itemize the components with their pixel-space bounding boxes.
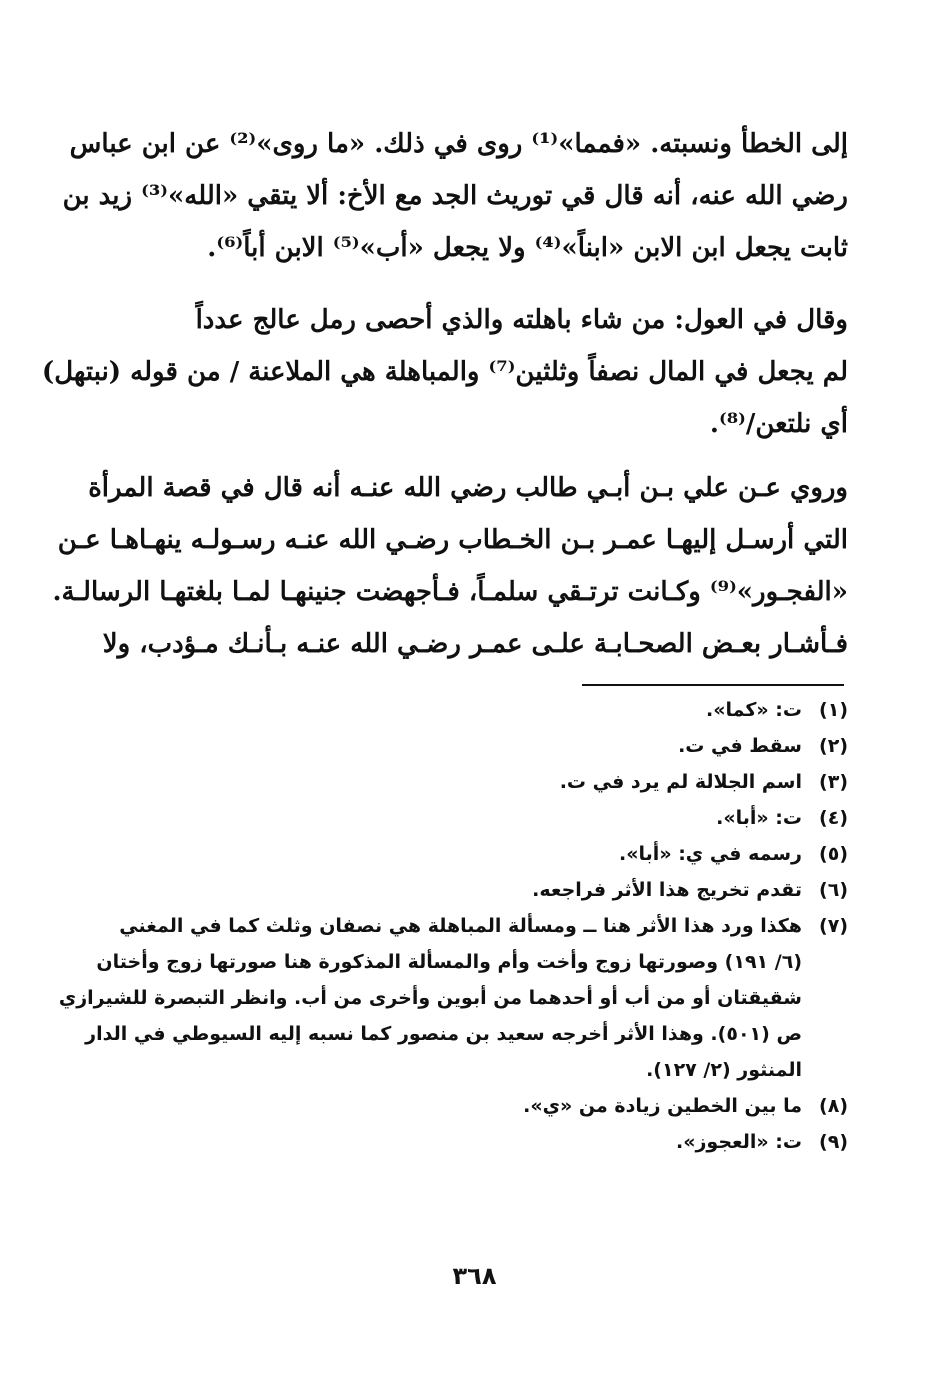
footnote-8 xyxy=(92,1088,848,1124)
footnotes xyxy=(58,692,848,1160)
text-line: وقال في العول: من شاء باهلته والذي أحصى رمل عالج عدداً xyxy=(195,305,848,335)
footnote-number: (٣) xyxy=(819,771,848,793)
footnote-text: رسمه في ي: «أبا». xyxy=(619,843,802,865)
footnote-number: (٢) xyxy=(819,735,848,757)
text-line: فـأشـار بعـض الصحـابـة علـى عمـر رضـي الله عنـه بـأنـك مـؤدب، ولا xyxy=(102,629,848,659)
footnote-7 xyxy=(58,908,848,1088)
text-line: رضي الله عنه، أنه قال قي توريث الجد مع الأخ: ألا يتقي «الله»⁽³⁾ زيد بن xyxy=(62,181,848,211)
text-line: أي نلتعن/⁽⁸⁾. xyxy=(709,409,848,439)
footnote-1 xyxy=(92,692,848,728)
footnote-text: اسم الجلالة لم يرد في ت. xyxy=(559,771,802,793)
text-line: التي أرسـل إليهـا عمـر بـن الخـطاب رضـي الله عنـه رسـولـه ينهـاهـا عـن xyxy=(57,525,848,555)
footnote-text: سقط في ت. xyxy=(678,735,802,757)
footnote-number: (٤) xyxy=(819,807,848,829)
footnote-number: (٦) xyxy=(819,879,848,901)
text-line: إلى الخطأ ونسبته. «فمما»⁽¹⁾ روى في ذلك. «ما روى»⁽²⁾ عن ابن عباس xyxy=(69,129,848,159)
paragraph-1 xyxy=(62,118,848,274)
paragraph-2 xyxy=(41,294,848,450)
footnote-text: ت: «كما». xyxy=(706,699,802,721)
footnote-separator xyxy=(582,684,844,686)
footnote-number: (٧) xyxy=(819,915,848,937)
footnote-text: المنثور (٢/ ١٢٧). xyxy=(646,1059,802,1081)
footnote-number: (٩) xyxy=(819,1131,848,1153)
footnote-text: هكذا ورد هذا الأثر هنا ــ ومسألة المباهلة هي نصفان وثلث كما في المغني xyxy=(119,915,802,937)
text-line: ثابت يجعل ابن الابن «ابناً»⁽⁴⁾ ولا يجعل «أب»⁽⁵⁾ الابن أباً⁽⁶⁾. xyxy=(207,233,848,263)
footnote-4 xyxy=(92,800,848,836)
footnote-3 xyxy=(92,764,848,800)
page-number: ٣٦٨ xyxy=(452,1262,497,1290)
footnote-text: ما بين الخطين زيادة من «ي». xyxy=(523,1095,802,1117)
footnote-text: شقيقتان أو من أب أو أحدهما من أبوين وأخرى من أب. وانظر التبصرة للشيرازي xyxy=(58,987,802,1009)
paragraph-3 xyxy=(52,462,848,670)
footnote-text: تقدم تخريج هذا الأثر فراجعه. xyxy=(532,879,802,901)
footnote-number: (٨) xyxy=(819,1095,848,1117)
footnote-text: ت: «أبا». xyxy=(716,807,802,829)
footnote-2 xyxy=(92,728,848,764)
footnote-9 xyxy=(92,1124,848,1160)
footnote-number: (١) xyxy=(819,699,848,721)
text-line: «الفجـور»⁽⁹⁾ وكـانت ترتـقي سلمـاً، فـأجهضت جنينهـا لمـا بلغتهـا الرسالـة. xyxy=(52,577,848,607)
footnote-number: (٥) xyxy=(819,843,848,865)
footnote-text: ص (٥٠١). وهذا الأثر أخرجه سعيد بن منصور كما نسبه إليه السيوطي في الدار xyxy=(85,1023,802,1045)
footnote-text: ت: «العجوز». xyxy=(676,1131,802,1153)
text-line: لم يجعل في المال نصفاً وثلثين⁽⁷⁾ والمباهلة هي الملاعنة / من قوله (نبتهل) xyxy=(41,357,848,387)
footnote-6 xyxy=(92,872,848,908)
text-line: وروي عـن علي بـن أبـي طالب رضي الله عنـه أنه قال في قصة المرأة xyxy=(88,473,848,503)
footnote-text: (٦/ ١٩١) وصورتها زوج وأخت وأم والمسألة المذكورة هنا صورتها زوج وأختان xyxy=(96,951,802,973)
footnote-5 xyxy=(92,836,848,872)
